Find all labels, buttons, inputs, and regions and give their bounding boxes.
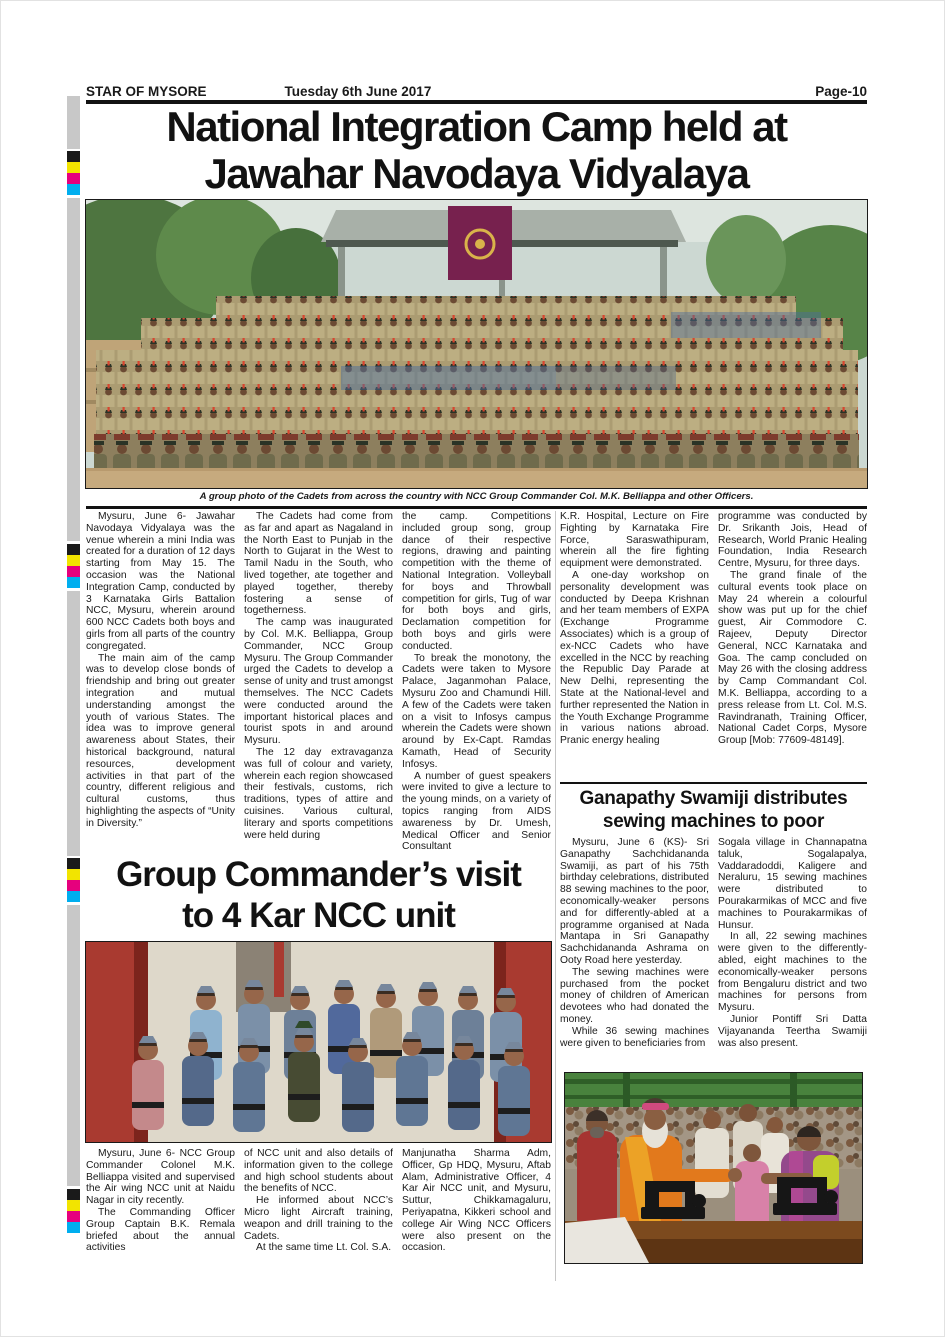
banner bbox=[448, 206, 512, 280]
page-header bbox=[86, 81, 867, 99]
registration-mark-cyan bbox=[67, 891, 80, 902]
article-3-headline bbox=[560, 787, 867, 833]
paragraph: The sewing machines were purchased from the pocket money of children of American devotees who had donated the money. bbox=[560, 966, 709, 1025]
paragraph: The camp was inaugurated by Col. M.K. Belliappa, Group Commander, NCC Group Mysuru. The Group Commander urged the Cadets to develop a sense of unity and trust amongst themselves. The NCC Cadets were conducted around the important historical places and tourist spots in and around Mysuru. bbox=[244, 617, 393, 747]
main-photo bbox=[86, 200, 867, 488]
paragraph: programme was conducted by Dr. Srikanth Jois, Head of Research, World Pranic Healing Foundation, India Research Centre, Mysuru, for three days. bbox=[718, 511, 867, 570]
officers-photo-graphic bbox=[86, 942, 551, 1142]
registration-mark-cyan bbox=[67, 184, 80, 195]
registration-mark-yellow bbox=[67, 1200, 80, 1211]
swamiji-photo-graphic bbox=[565, 1073, 862, 1263]
paragraph: K.R. Hospital, Lecture on Fire Fighting by Karnataka Fire Force, Saraswathipuram, wherein all the fire fighting equipment were demonstrated. bbox=[560, 511, 709, 570]
registration-bar bbox=[67, 591, 80, 856]
paragraph: The 12 day extravaganza was full of colour and variety, wherein each region showcased their festivals, customs, rich traditions, types of attire and cuisines. Various cultural, literary and sports competitions were held during bbox=[244, 746, 393, 841]
paragraph: To break the monotony, the Cadets were taken to Mysore Palace, Jaganmohan Palace, Mysuru Zoo and Chamundi Hill. A few of the Cadets were taken on a visit to Infosys campus wherein the Cadets were shown around by Ex-Capt. Ramdas Kamath, Head of Security Infosys. bbox=[402, 652, 551, 770]
officers-photo bbox=[86, 942, 551, 1142]
main-headline-line1: National Integration Camp held at bbox=[166, 103, 787, 150]
seated-officers-row bbox=[94, 434, 859, 472]
paragraph: The grand finale of the cultural events took place on May 24 wherein a colourful show was put up for the chief guest, Air Commodore C. Rajeev, Deputy Director General, NCC Karnataka and Goa. The camp concluded on May 26 with the closing address by Camp Commandant Col. M.K. Belliappa, according to a press release from Lt. Col. M.S. Ravindranath, Training Officer, National Cadet Corps, Mysore Group [Mob: 77609-48149]. bbox=[718, 569, 867, 747]
zone-divider bbox=[555, 511, 556, 1281]
registration-mark-magenta bbox=[67, 566, 80, 577]
paragraph: He informed about NCC’s Micro light Aircraft training, weapon and drill training to the Cadets. bbox=[244, 1195, 393, 1242]
paragraph: While 36 sewing machines were given to beneficiaries from bbox=[560, 1025, 709, 1049]
main-headline-line2: Jawahar Navodaya Vidyalaya bbox=[204, 150, 749, 197]
article-column bbox=[244, 511, 393, 855]
paragraph: The Cadets had come from as far and apart as Nagaland in the North East to Punjab in the North to Gujarat in the West to Tamil Nadu in the South, who lived together, ate together and played together, thereby fostering a sense of togetherness. bbox=[244, 511, 393, 617]
masthead: STAR OF MYSORE bbox=[86, 84, 207, 99]
red-pole bbox=[274, 942, 284, 997]
article-2-body bbox=[86, 1148, 551, 1286]
article-3-body bbox=[560, 837, 867, 1069]
registration-mark-magenta bbox=[67, 173, 80, 184]
paragraph: At the same time Lt. Col. S.A. bbox=[256, 1242, 392, 1254]
registration-mark-magenta bbox=[67, 1211, 80, 1222]
article-2-headline-line2: to 4 Kar NCC unit bbox=[182, 896, 455, 935]
registration-mark-cyan bbox=[67, 1222, 80, 1233]
registration-mark-yellow bbox=[67, 555, 80, 566]
registration-mark-magenta bbox=[67, 880, 80, 891]
article-column bbox=[718, 511, 867, 781]
section-rule bbox=[560, 782, 867, 784]
registration-mark-black bbox=[67, 151, 80, 162]
paragraph: Junior Pontiff Sri Datta Vijayananda Teertha Swamiji was also present. bbox=[718, 1013, 867, 1049]
photo-caption: A group photo of the Cadets from across the country with NCC Group Commander Col. M.K. Belliappa and other Officers. bbox=[199, 491, 754, 502]
issue-date: Tuesday 6th June 2017 bbox=[284, 84, 432, 99]
main-photo-graphic bbox=[86, 200, 867, 488]
article-column bbox=[560, 511, 709, 781]
caption-rule bbox=[86, 506, 867, 509]
paragraph: A number of guest speakers were invited to give a lecture to the young minds, on a variety of topics ranging from AIDS awareness by Dr. Umesh, Medical Officer and Senior Consultant bbox=[402, 770, 551, 853]
paragraph: Manjunatha Sharma Adm, Officer, Gp HDQ, Mysuru, Aftab Alam, Administrative Officer, 4 Kar Air NCC unit, and Mysuru, Suttur, Chikkamagaluru, Periyapatna, Kikkeri school and college Air Wing NCC Officers were also present on the occasion. bbox=[402, 1148, 551, 1254]
article-column bbox=[402, 1148, 551, 1286]
paragraph: Mysuru, June 6- Jawahar Navodaya Vidyalaya was the venue wherein a mini India was created for a duration of 12 days starting from May 15. The occasion was the National Integration Camp, conducted by 3 Karnataka Girls Battalion NCC, Mysuru, wherein around 600 NCC Cadets both boys and girls from all parts of the country congregated. bbox=[86, 511, 235, 652]
article-column bbox=[86, 1148, 235, 1286]
swamiji-photo bbox=[565, 1073, 862, 1263]
red-pillar-left bbox=[86, 942, 134, 1142]
registration-mark-cyan bbox=[67, 577, 80, 588]
article-column bbox=[718, 837, 867, 1069]
paragraph: Mysuru, June 6- NCC Group Commander Colonel M.K. Belliappa visited and supervised the Air wing NCC unit at Naidu Nagar in city recently. bbox=[86, 1148, 235, 1207]
paragraph: The Commanding Officer Group Captain B.K. Remala briefed about the annual activities bbox=[86, 1206, 235, 1254]
registration-mark-yellow bbox=[67, 869, 80, 880]
article-3-headline-line2: sewing machines to poor bbox=[602, 811, 825, 832]
paragraph: Sogala village in Channapatna taluk, Sogalapalya, Vaddaradoddi, Kaligere and Neraluru, 15 sewing machines were distributed to Pourakarmikas of MCC and five machines to Pourakarmikas of Hunsur. bbox=[718, 837, 867, 931]
registration-bar bbox=[67, 198, 80, 541]
paragraph: A one-day workshop on personality development was conducted by Deepa Krishnan and her team members of EXPA (Exchange Programme Associates) which is a group of ex-NCC Cadets who have excelled in the NCC by reaching the Republic Day Parade at New Delhi, representing the State at the National-level and further represented the Nation in the Youth Exchange Programme in various nations abroad. Pranic energy healing bbox=[560, 569, 709, 747]
paragraph: of NCC unit and also details of information given to the college and high school students about the benefits of NCC. bbox=[244, 1148, 393, 1195]
ground bbox=[86, 470, 867, 488]
registration-mark-black bbox=[67, 1189, 80, 1200]
ground-edge bbox=[86, 468, 867, 471]
article-3-headline-line1: Ganapathy Swamiji distributes bbox=[579, 788, 848, 809]
paragraph: In all, 22 sewing machines were given to the differently-abled, eight machines to the economically-weaker persons from Bengaluru district and two machines for persons from Mysuru. bbox=[718, 931, 867, 1014]
article-column bbox=[86, 511, 235, 855]
article-column bbox=[244, 1148, 393, 1286]
article-2-headline bbox=[86, 854, 551, 936]
registration-mark-black bbox=[67, 544, 80, 555]
registration-mark-yellow bbox=[67, 162, 80, 173]
registration-bar bbox=[67, 96, 80, 149]
paragraph: Mysuru, June 6 (KS)- Sri Ganapathy Sachchidananda Swamiji, as part of his 75th birthday celebrations, distributed 88 sewing machines to the poor, economically-weaker persons and for differently-abled at a programme organised at Nada Mantapa in Sri Ganapathy Sachchidananda Ashrama on Ooty Road here yesterday. bbox=[560, 837, 709, 966]
page-number: Page-10 bbox=[815, 84, 867, 99]
paragraph: The main aim of the camp was to develop close bonds of friendship and bring out greater integration and mutual understanding amongst the youth of various States. The idea was to improve general awareness about States, their historical background, natural resources, development activities in that part of the country, different religious and cultural customs, thus highlighting the aspects of “Unity in Diversity.” bbox=[86, 652, 235, 829]
article-column bbox=[402, 511, 551, 855]
paragraph: the camp. Competitions included group song, group dance of their respective regions, drawing and painting competition with the theme of National Integration. Volleyball for boys and Throwball competition for girls, Tug of war for both boys and girls, Declamation competition for both boys and girls were conducted. bbox=[402, 511, 551, 652]
article-column bbox=[560, 837, 709, 1069]
article-2-headline-line1: Group Commander’s visit bbox=[116, 855, 521, 894]
registration-bar bbox=[67, 905, 80, 1186]
registration-mark-black bbox=[67, 858, 80, 869]
main-headline bbox=[86, 103, 867, 197]
